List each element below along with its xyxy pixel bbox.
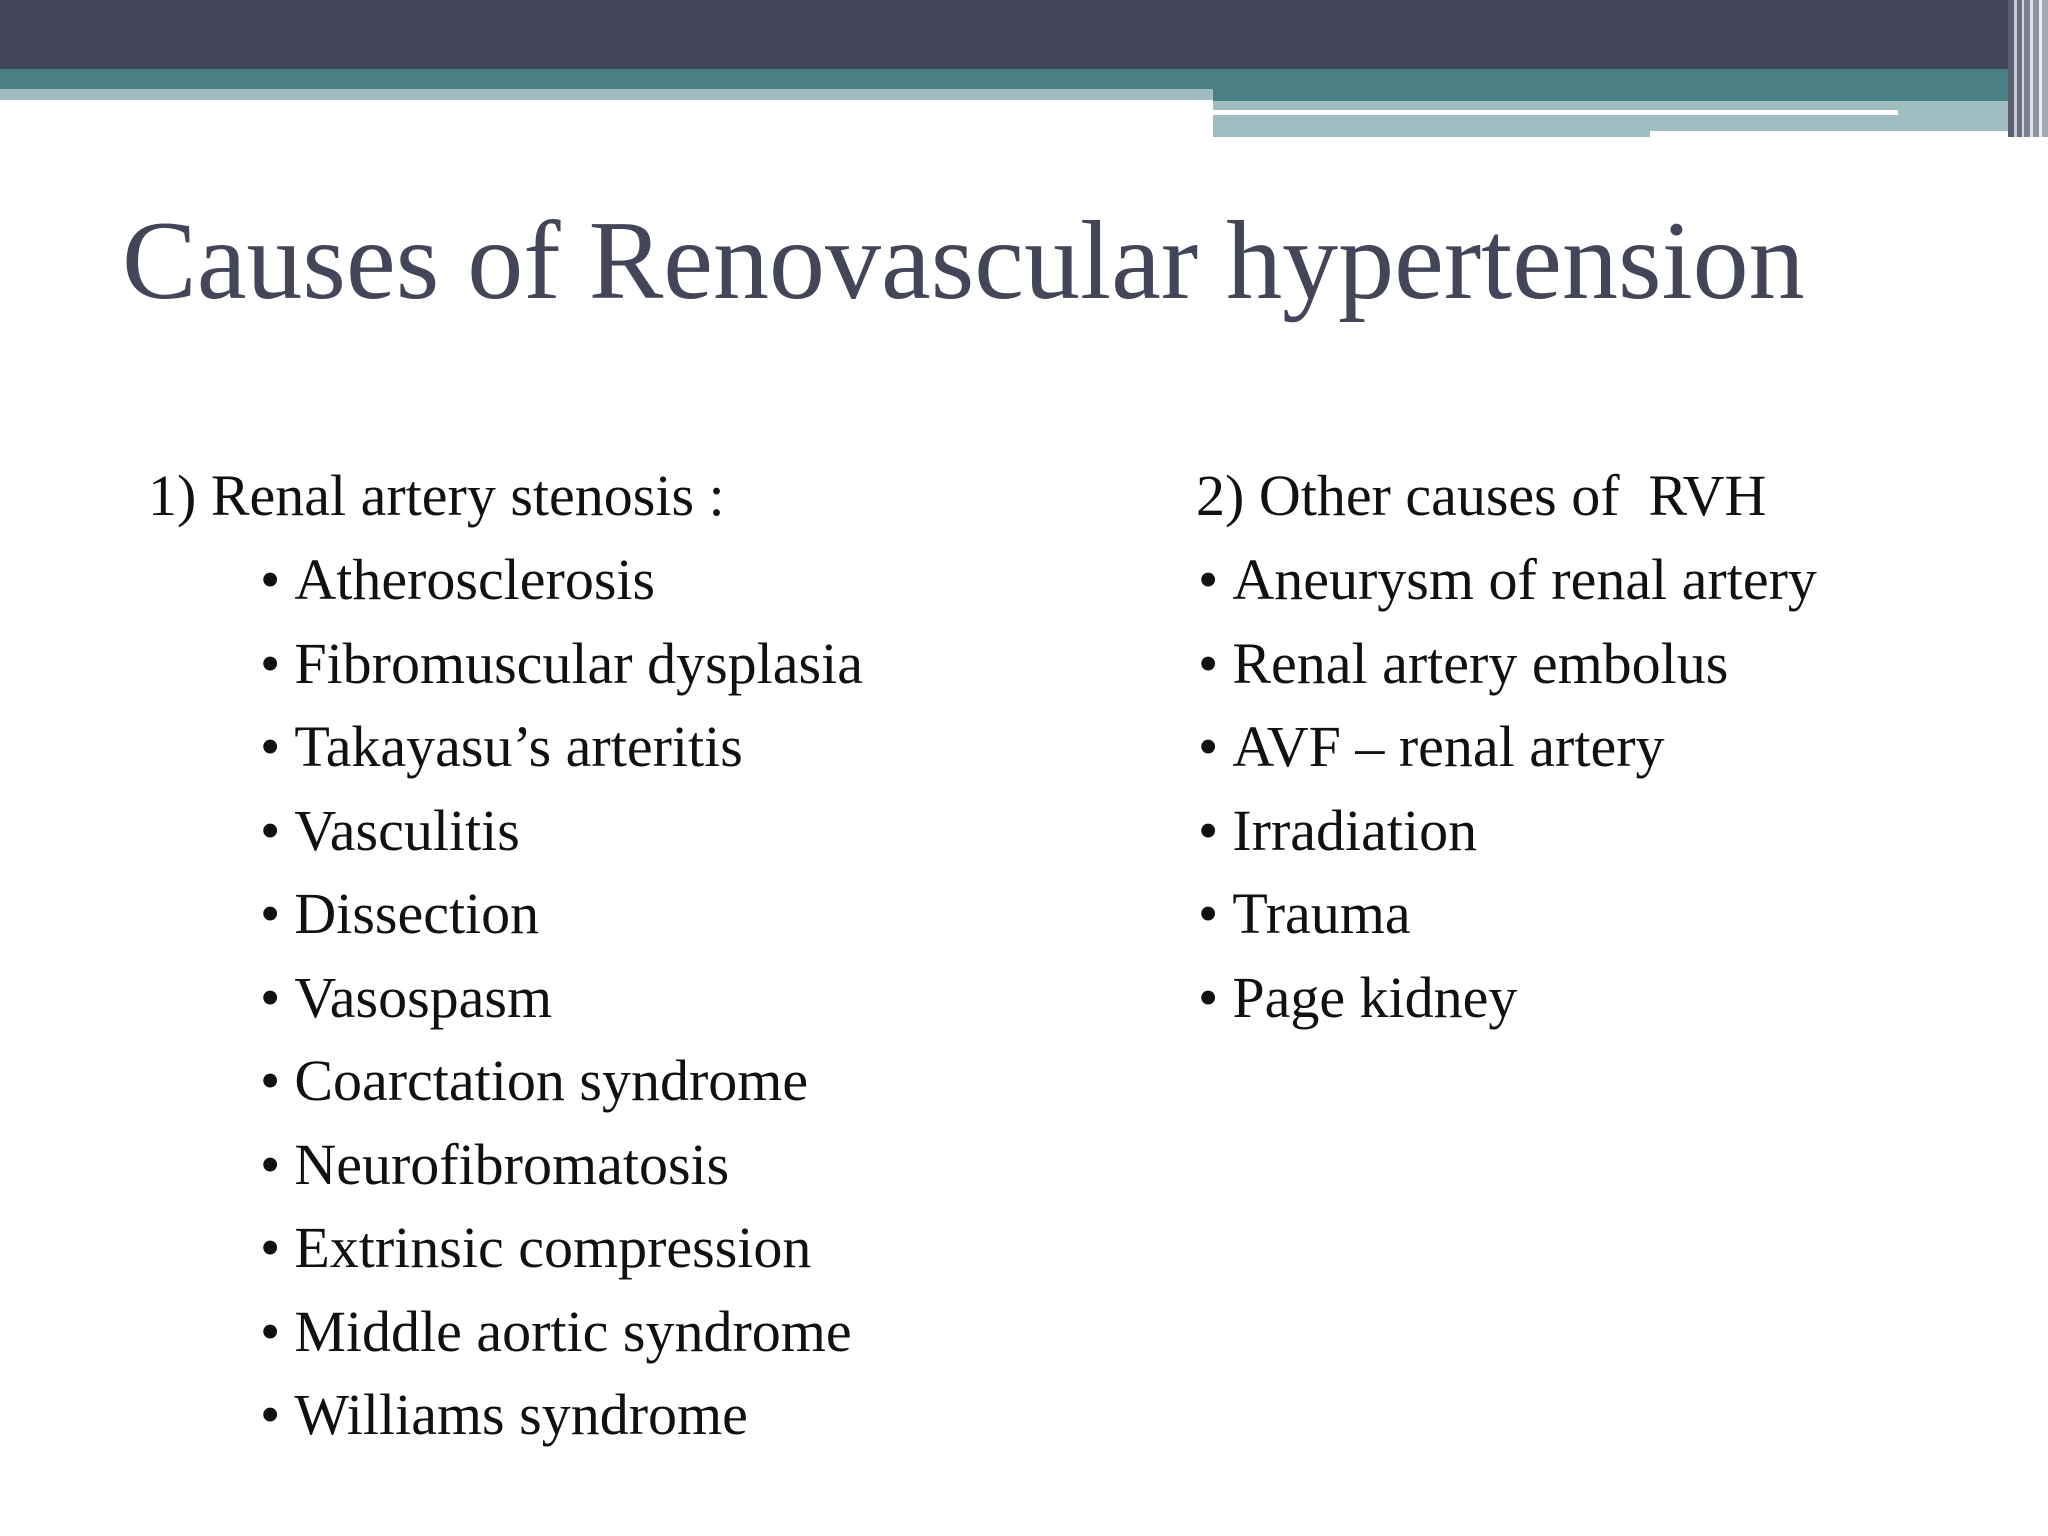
list-item (148, 1123, 1008, 1207)
list-item-label: Irradiation (1232, 797, 1478, 863)
list-item (148, 872, 1008, 956)
list-item-label: Vasculitis (294, 797, 520, 863)
header-stripes (2008, 0, 2048, 137)
right-column-heading: 2) Other causes of RVH (1196, 463, 1767, 528)
bullet-icon: • (260, 1215, 281, 1280)
list-item-label: Dissection (294, 881, 540, 946)
bullet-icon: • (260, 964, 281, 1030)
list-item (148, 705, 1008, 789)
list-item (1196, 622, 2016, 706)
bullet-icon: • (1198, 547, 1219, 612)
bullet-icon: • (260, 1048, 281, 1113)
bullet-icon: • (1198, 964, 1219, 1030)
header-bar-teal-right (1213, 89, 2048, 101)
bullet-icon: • (260, 1298, 281, 1364)
list-item-label: Atherosclerosis (294, 547, 656, 612)
list-item-label: Neurofibromatosis (294, 1131, 730, 1197)
bullet-icon: • (1198, 714, 1219, 779)
slide-title: Causes of Renovascular hypertension (122, 199, 1805, 323)
left-column-heading: 1) Renal artery stenosis : (148, 463, 725, 528)
bullet-icon: • (260, 714, 281, 779)
list-item (1196, 956, 2016, 1040)
bullet-icon: • (260, 547, 281, 612)
list-item (148, 1039, 1008, 1123)
right-column-list (1196, 538, 2016, 1039)
list-item-label: Coarctation syndrome (294, 1048, 809, 1113)
list-item (148, 956, 1008, 1040)
bullet-icon: • (260, 1131, 281, 1197)
list-item-label: Aneurysm of renal artery (1232, 547, 1817, 612)
right-column (1196, 454, 2016, 1039)
bullet-icon: • (1198, 797, 1219, 863)
bullet-icon: • (260, 881, 281, 946)
header-bar-dark (0, 0, 2048, 69)
bullet-icon: • (260, 797, 281, 863)
list-item-label: Vasospasm (294, 964, 553, 1030)
list-item (148, 1206, 1008, 1290)
header-divider-line (1650, 131, 2048, 137)
list-item-label: Middle aortic syndrome (294, 1298, 852, 1364)
left-column (148, 454, 1008, 1457)
list-item (148, 622, 1008, 706)
list-item (148, 1290, 1008, 1374)
bullet-icon: • (1198, 881, 1219, 946)
list-item (148, 538, 1008, 622)
list-item-label: Extrinsic compression (294, 1215, 812, 1280)
list-item-label: Takayasu’s arteritis (294, 714, 743, 779)
list-item (148, 1373, 1008, 1457)
list-item-label: Renal artery embolus (1232, 630, 1729, 696)
bullet-icon: • (260, 1382, 281, 1447)
bullet-icon: • (1198, 630, 1219, 696)
header-divider-line (1213, 110, 1898, 115)
header-bar-light-left (0, 89, 1213, 100)
list-item-label: Fibromuscular dysplasia (294, 630, 863, 696)
list-item (1196, 789, 2016, 873)
list-item-label: AVF – renal artery (1232, 714, 1665, 779)
list-item (1196, 705, 2016, 789)
header-bar-teal (0, 69, 2048, 89)
list-item (1196, 872, 2016, 956)
list-item (148, 789, 1008, 873)
list-item-label: Page kidney (1232, 964, 1518, 1030)
list-item-label: Trauma (1232, 881, 1411, 946)
list-item (1196, 538, 2016, 622)
left-column-list (148, 538, 1008, 1457)
bullet-icon: • (260, 630, 281, 696)
list-item-label: Williams syndrome (294, 1382, 748, 1447)
